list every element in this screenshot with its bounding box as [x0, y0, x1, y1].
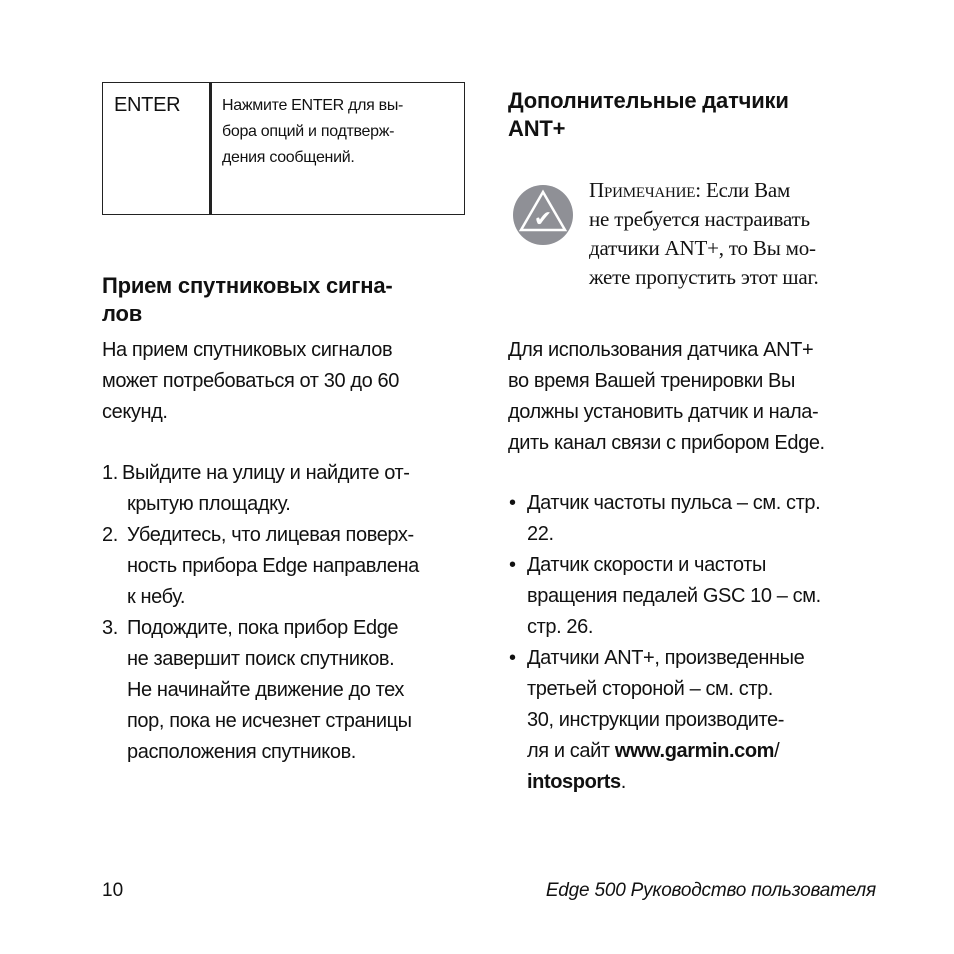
sensor-line: Датчик частоты пульса – см. стр.: [527, 492, 821, 514]
sensor-line: вращения педалей GSC 10 – см.: [527, 585, 821, 607]
step-item: [102, 458, 482, 520]
ant-intro-line: дить канал связи с прибором Edge.: [508, 432, 825, 454]
ant-heading-line: ANT+: [508, 116, 566, 141]
ant-intro-line: Для использования датчика ANT+: [508, 339, 814, 361]
sensor-line: Датчик скорости и частоты: [527, 554, 766, 576]
step-number: 1.: [102, 462, 118, 484]
sensor-line: Датчики ANT+, произведенные: [527, 647, 805, 669]
page-number: 10: [102, 880, 124, 901]
satellites-intro-line: может потребоваться от 30 до 60: [102, 370, 399, 392]
sensor-line: 30, инструкции производите-: [527, 709, 785, 731]
step-line: ность прибора Edge направлена: [127, 555, 419, 577]
key-description-line: Нажмите ENTER для вы-: [222, 97, 404, 114]
step-line: Выйдите на улицу и найдите от-: [122, 462, 410, 484]
step-number: 3.: [102, 617, 118, 639]
garmin-url-link-path[interactable]: intosports: [527, 771, 621, 793]
footer-title: Edge 500 Руководство пользователя: [545, 880, 876, 901]
satellites-intro: [102, 335, 482, 428]
ant-heading: [508, 87, 888, 143]
sensor-list-item: [508, 488, 888, 550]
step-line: крытую площадку.: [127, 493, 291, 515]
step-line: к небу.: [127, 586, 186, 608]
satellites-heading-line: Прием спутниковых сигна-: [102, 273, 393, 298]
note-icon-check: ✔: [533, 207, 553, 232]
bullet-icon: •: [509, 554, 516, 576]
note-line: не требуется настраивать: [589, 207, 810, 231]
step-line: Убедитесь, что лицевая поверх-: [127, 524, 414, 546]
sensor-line: [527, 736, 888, 767]
ant-intro-line: должны установить датчик и нала-: [508, 401, 819, 423]
step-item: [102, 520, 482, 613]
garmin-url-link[interactable]: www.garmin.com: [614, 740, 775, 762]
satellites-steps: [102, 458, 482, 768]
satellites-intro-line: На прием спутниковых сигналов: [102, 339, 393, 361]
bullet-icon: •: [509, 492, 516, 514]
note-text: [589, 176, 889, 292]
bullet-icon: •: [509, 647, 516, 669]
key-name: ENTER: [103, 83, 212, 214]
step-line: Не начинайте движение до тех: [127, 679, 405, 701]
step-number: 2.: [102, 524, 118, 546]
satellites-heading: [102, 272, 482, 328]
step-line: Подождите, пока прибор Edge: [127, 617, 399, 639]
note-check-icon: [512, 184, 574, 246]
ant-sensor-list: [508, 488, 888, 798]
key-description-line: бора опций и подтверж-: [222, 123, 395, 140]
step-line: расположения спутников.: [127, 741, 356, 763]
note-line-text: Если Вам: [705, 178, 791, 202]
step-line: пор, пока не исчезнет страницы: [127, 710, 412, 732]
satellites-heading-line: лов: [102, 301, 143, 326]
key-table: [102, 82, 465, 215]
note-line: датчики ANT+, то Вы мо-: [589, 236, 816, 260]
note-label: Примечание:: [589, 178, 701, 202]
url-end: .: [620, 771, 626, 793]
key-description: [212, 83, 464, 214]
sensor-list-item: [508, 643, 888, 798]
satellites-intro-line: секунд.: [102, 401, 168, 423]
sensor-line: [527, 767, 888, 798]
step-item: [102, 613, 482, 768]
ant-intro: [508, 335, 898, 459]
sensor-line: 22.: [527, 523, 554, 545]
key-description-line: дения сообщений.: [222, 149, 355, 166]
step-line: не завершит поиск спутников.: [127, 648, 395, 670]
note-line: [589, 176, 889, 205]
url-separator: /: [774, 740, 780, 762]
sensor-line: стр. 26.: [527, 616, 593, 638]
sensor-list-item: [508, 550, 888, 643]
note-line: жете пропустить этот шаг.: [589, 265, 819, 289]
sensor-line: третьей стороной – см. стр.: [527, 678, 773, 700]
ant-heading-line: Дополнительные датчики: [508, 88, 789, 113]
ant-intro-line: во время Вашей тренировки Вы: [508, 370, 795, 392]
sensor-line-text: ля и сайт: [527, 740, 615, 762]
